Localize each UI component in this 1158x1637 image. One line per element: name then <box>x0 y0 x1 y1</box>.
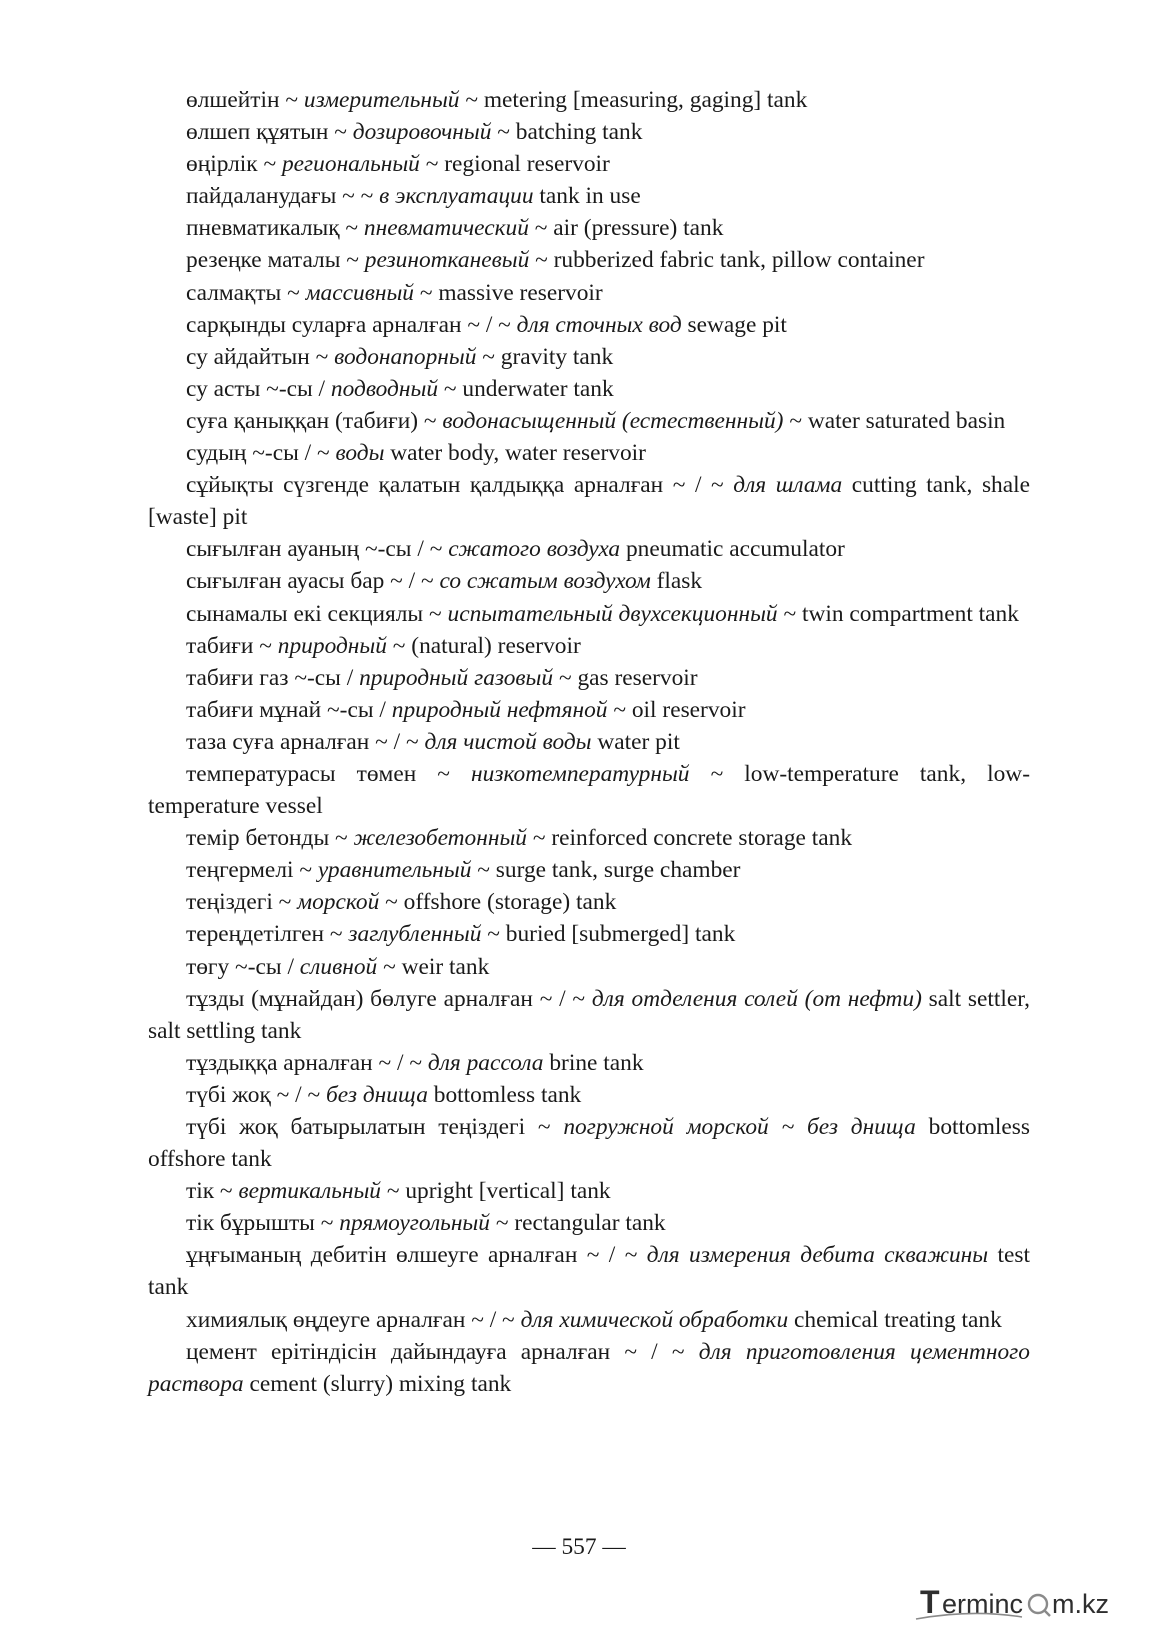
russian-term: погружной морской ~ без днища <box>563 1114 916 1140</box>
kazakh-term: теңгермелі ~ <box>186 857 318 884</box>
dictionary-entry <box>148 854 1030 886</box>
dictionary-entry <box>148 469 1030 533</box>
logo-letter-t: T <box>920 1584 940 1620</box>
english-term: salt settler, salt settling tank <box>148 985 1030 1044</box>
english-term: ~ offshore (storage) tank <box>379 889 617 916</box>
english-term: ~ regional reservoir <box>419 151 610 178</box>
kazakh-term: ұңғыманың дебитін өлшеуге арналған ~ / ~ <box>186 1242 647 1269</box>
russian-term: для шлама <box>733 472 843 499</box>
russian-term: железобетонный <box>353 825 527 852</box>
kazakh-term: өлшеп құятын ~ <box>186 119 353 146</box>
english-term: ~ surge tank, surge chamber <box>471 857 741 884</box>
kazakh-term: табиғи газ ~-сы / <box>186 664 360 691</box>
dictionary-entry <box>148 309 1030 341</box>
english-term: ~ weir tank <box>377 953 490 980</box>
kazakh-term: химиялық өңдеуге арналған ~ / ~ <box>186 1306 521 1333</box>
dictionary-entry <box>148 405 1030 437</box>
dictionary-entry <box>148 662 1030 694</box>
dictionary-entry <box>148 918 1030 950</box>
dictionary-entry <box>148 1304 1030 1336</box>
kazakh-term: судың ~-сы / ~ <box>186 440 336 467</box>
russian-term: природный <box>277 632 387 659</box>
dictionary-entry <box>148 84 1030 116</box>
dictionary-entry <box>148 1239 1030 1303</box>
logo-text-domain: m.kz <box>1052 1589 1109 1619</box>
dictionary-entry <box>148 212 1030 244</box>
russian-term: для чистой воды <box>424 728 592 755</box>
kazakh-term: суға қаныққан (табиғи) ~ <box>186 407 443 434</box>
english-term: ~ low-temperature tank, low-temperature vessel <box>148 760 1030 820</box>
kazakh-term: түбі жоқ ~ / ~ <box>186 1081 327 1108</box>
russian-term: сжатого воздуха <box>448 536 621 563</box>
russian-term: подводный <box>330 375 439 402</box>
kazakh-term: сынамалы екі секциялы ~ <box>186 600 448 627</box>
english-term: ~ rubberized fabric tank, pillow container <box>529 247 925 274</box>
page-number: — 557 — <box>532 1534 626 1560</box>
dictionary-entry <box>148 1175 1030 1207</box>
english-term: ~ buried [submerged] tank <box>481 921 736 948</box>
dictionary-entry <box>148 951 1030 983</box>
english-term: tank in use <box>533 183 641 210</box>
english-term: water pit <box>591 728 680 755</box>
russian-term: массивный <box>305 279 414 306</box>
russian-term: морской <box>297 889 380 916</box>
dictionary-entry <box>148 180 1030 212</box>
dictionary-entry <box>148 116 1030 148</box>
kazakh-term: резеңке маталы ~ <box>186 247 365 274</box>
english-term: bottomless offshore tank <box>148 1114 1031 1173</box>
english-term: ~ air (pressure) tank <box>528 215 724 242</box>
kazakh-term: сұйықты сүзгенде қалатын қалдыққа арналған ~ / ~ <box>186 472 734 499</box>
kazakh-term: салмақты ~ <box>186 279 306 306</box>
english-term: sewage pit <box>681 311 787 338</box>
dictionary-entry <box>148 758 1030 822</box>
kazakh-term: темір бетонды ~ <box>186 825 354 852</box>
dictionary-entry <box>148 1047 1030 1079</box>
dictionary-entry <box>148 822 1030 854</box>
russian-term: сливной <box>299 953 378 980</box>
kazakh-term: тереңдетілген ~ <box>186 921 349 948</box>
english-term: test tank <box>148 1242 1030 1301</box>
kazakh-term: сарқынды суларға арналған ~ / ~ <box>186 311 517 338</box>
english-term: water body, water reservoir <box>384 440 646 467</box>
russian-term: водонапорный <box>334 343 477 370</box>
dictionary-entry <box>148 598 1030 630</box>
russian-term: без днища <box>326 1081 428 1108</box>
english-term: ~ upright [vertical] tank <box>381 1178 611 1205</box>
dictionary-entry <box>148 277 1030 309</box>
dictionary-entry <box>148 244 1030 276</box>
english-term: ~ batching tank <box>491 119 643 146</box>
russian-term: для приготовления цементного раствора <box>148 1338 1030 1397</box>
dictionary-entry <box>148 1207 1030 1239</box>
dictionary-entry <box>148 1336 1030 1400</box>
dictionary-entry <box>148 373 1030 405</box>
dictionary-entry <box>148 148 1030 180</box>
dictionary-entry <box>148 694 1030 726</box>
dictionary-entry <box>148 630 1030 662</box>
english-term: ~ gas reservoir <box>553 664 698 691</box>
english-term: ~ water saturated basin <box>783 407 1006 434</box>
english-term: pneumatic accumulator <box>620 536 845 563</box>
kazakh-term: түбі жоқ батырылатын теңіздегі ~ <box>186 1114 564 1140</box>
terminology-logo-watermark <box>912 1579 1132 1623</box>
dictionary-entry <box>148 341 1030 373</box>
kazakh-term: пайдаланудағы ~ ~ <box>186 183 380 210</box>
entry-list <box>148 84 1030 1400</box>
kazakh-term: цемент ерітіндісін дайындауға арналған ~ / ~ <box>186 1338 699 1365</box>
english-term: ~ underwater tank <box>438 375 614 402</box>
kazakh-term: тік ~ <box>186 1178 239 1205</box>
english-term: ~ gravity tank <box>476 343 614 370</box>
kazakh-term: сығылған ауаның ~-сы / ~ <box>186 536 449 563</box>
kazakh-term: температурасы төмен ~ <box>186 760 472 787</box>
russian-term: природный газовый <box>359 664 554 691</box>
russian-term: низкотемпературный <box>471 760 690 787</box>
russian-term: испытательный двухсекционный <box>447 600 778 627</box>
russian-term: дозировочный <box>352 119 492 146</box>
english-term: ~ twin compartment tank <box>777 600 1019 627</box>
kazakh-term: теңіздегі ~ <box>186 889 298 916</box>
russian-term: в эксплуатации <box>379 183 534 210</box>
russian-term: природный нефтяной <box>391 696 608 723</box>
english-term: ~ massive reservoir <box>414 279 603 306</box>
dictionary-entry <box>148 533 1030 565</box>
russian-term: воды <box>335 440 385 467</box>
dictionary-entry <box>148 983 1030 1047</box>
english-term: flask <box>650 568 703 595</box>
dictionary-entry <box>148 437 1030 469</box>
dictionary-entry <box>148 565 1030 597</box>
kazakh-term: тұздыққа арналған ~ / ~ <box>186 1049 428 1076</box>
kazakh-term: табиғи мұнай ~-сы / <box>186 696 392 723</box>
kazakh-term: сығылған ауасы бар ~ / ~ <box>186 568 440 595</box>
kazakh-term: төгу ~-сы / <box>186 953 300 980</box>
english-term: cement (slurry) mixing tank <box>243 1370 512 1397</box>
kazakh-term: табиғи ~ <box>186 632 278 659</box>
english-term: ~ reinforced concrete storage tank <box>527 825 853 852</box>
english-term: ~ metering [measuring, gaging] tank <box>459 87 808 113</box>
dictionary-entry <box>148 886 1030 918</box>
kazakh-term: өңірлік ~ <box>186 151 282 178</box>
russian-term: пневматический <box>363 215 529 242</box>
russian-term: для химической обработки <box>520 1306 789 1333</box>
kazakh-term: өлшейтін ~ <box>186 87 304 113</box>
kazakh-term: тұзды (мұнайдан) бөлуге арналған ~ / ~ <box>186 985 592 1012</box>
russian-term: измерительный <box>303 87 460 113</box>
logo-magnifier-handle <box>1044 1610 1050 1616</box>
russian-term: прямоугольный <box>339 1210 490 1237</box>
russian-term: для сточных вод <box>516 311 682 338</box>
english-term: chemical treating tank <box>788 1306 1002 1333</box>
russian-term: для отделения солей (от нефти) <box>591 985 922 1012</box>
english-term: ~ (natural) reservoir <box>386 632 581 659</box>
english-term: cutting tank, shale [waste] pit <box>148 472 1031 531</box>
russian-term: резинотканевый <box>364 247 530 274</box>
russian-term: уравнительный <box>317 857 472 884</box>
russian-term: заглубленный <box>348 921 482 948</box>
russian-term: вертикальный <box>238 1178 381 1205</box>
english-term: bottomless tank <box>427 1081 582 1108</box>
russian-term: водонасыщенный (естественный) <box>442 407 784 434</box>
dictionary-entry <box>148 1079 1030 1111</box>
english-term: brine tank <box>543 1049 644 1076</box>
english-term: ~ oil reservoir <box>607 696 746 723</box>
kazakh-term: пневматикалық ~ <box>186 215 364 242</box>
kazakh-term: таза суға арналған ~ / ~ <box>186 728 425 755</box>
logo-text-erminc: erminc <box>942 1589 1024 1619</box>
kazakh-term: тік бұрышты ~ <box>186 1210 340 1237</box>
dictionary-entry <box>148 726 1030 758</box>
russian-term: для рассола <box>427 1049 544 1076</box>
kazakh-term: су асты ~-сы / <box>186 375 331 402</box>
russian-term: региональный <box>281 151 420 178</box>
kazakh-term: су айдайтын ~ <box>186 343 335 370</box>
dictionary-entry <box>148 1111 1030 1175</box>
russian-term: со сжатым воздухом <box>439 568 651 595</box>
english-term: ~ rectangular tank <box>489 1210 666 1237</box>
russian-term: для измерения дебита скважины <box>646 1242 989 1269</box>
